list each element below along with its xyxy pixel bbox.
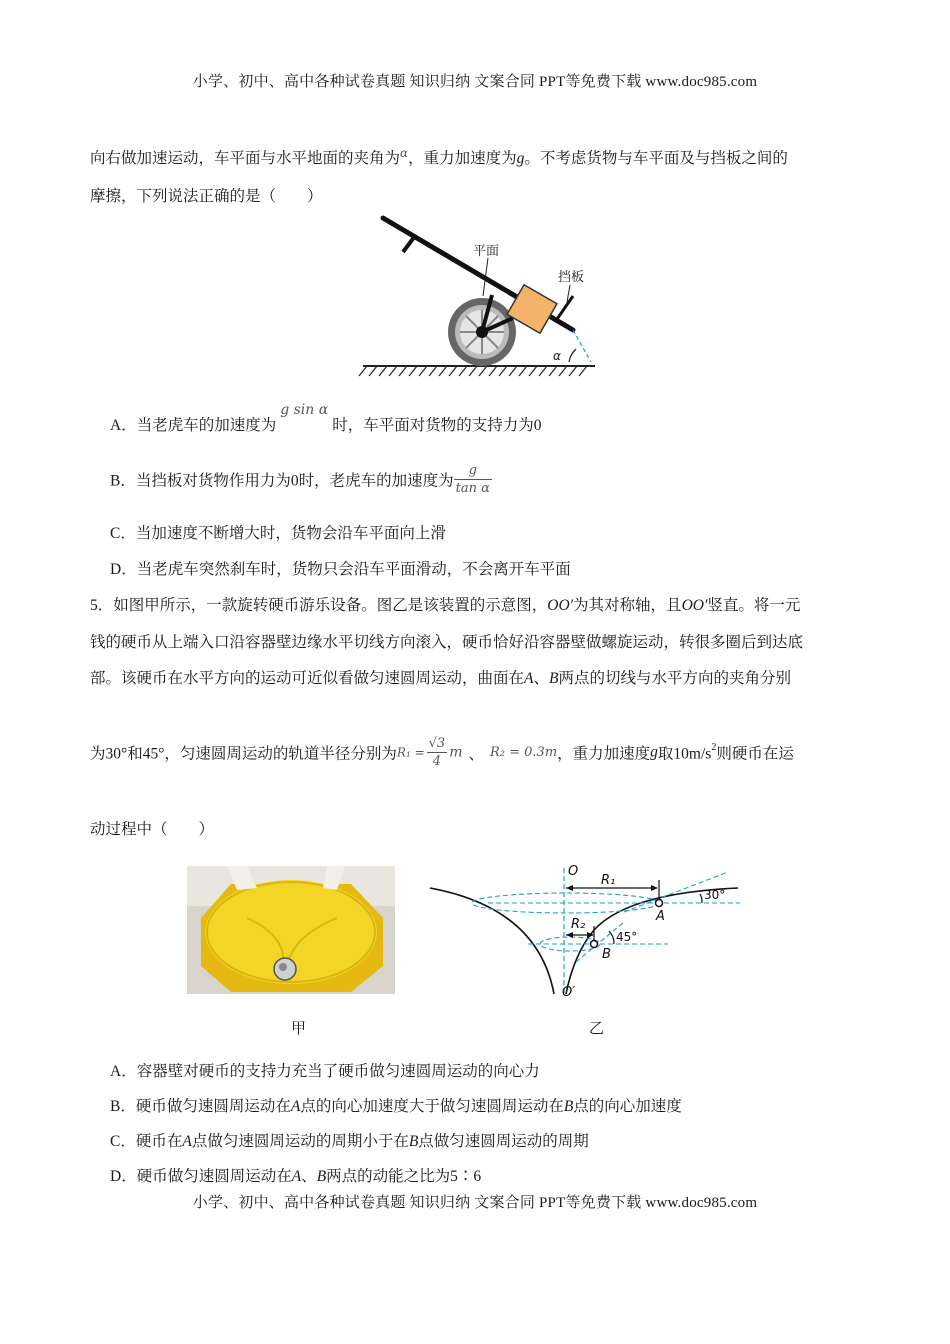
label-a: A xyxy=(656,909,665,924)
q4-text: 向右做加速运动，车平面与水平地面的夹角为 xyxy=(90,150,401,168)
label-baffle: 挡板 xyxy=(558,270,585,285)
q5-text: 为其对称轴，且 xyxy=(573,597,682,614)
math-r2: R₂ = 0.3m xyxy=(489,745,558,760)
q5-text: 5．如图甲所示，一款旋转硬币游乐设备。图乙是该装置的示意图， xyxy=(90,597,548,614)
q4-option-a xyxy=(110,402,542,435)
fraction-g-tan: $\frac{g}{\text{tan α}}$ xyxy=(455,463,490,496)
q5-text: 则硬币在运 xyxy=(716,745,794,763)
q5-line4 xyxy=(90,735,794,770)
axis-oo: OO′ xyxy=(681,597,708,614)
q5-text: ，重力加速度 xyxy=(557,745,651,763)
g-symbol: g xyxy=(516,150,525,168)
q5-option-d: D．硬币做匀速圆周运动在A、B两点的动能之比为5∶6 xyxy=(110,1168,482,1185)
point-b: B xyxy=(549,670,559,687)
label-o: O xyxy=(568,864,579,879)
alpha-symbol: α xyxy=(400,146,409,160)
q5-text: 部。该硬币在水平方向的运动可近似看做匀速圆周运动，曲面在 xyxy=(90,670,525,687)
q4-option-d: D．当老虎车突然刹车时，货物只会沿车平面滑动，不会离开车平面 xyxy=(110,561,571,578)
label-45deg: 45° xyxy=(616,930,638,944)
label-30deg: 30° xyxy=(704,888,726,902)
q5-text: 、 xyxy=(533,670,549,687)
q5-text: 取10m/s xyxy=(657,745,712,763)
hand-truck-figure xyxy=(355,210,605,385)
q5-text: 竖直。将一元 xyxy=(707,597,801,614)
separator: 、 xyxy=(468,745,484,763)
fraction-sqrt3-4: $\frac{√3}{4}$ xyxy=(428,736,446,769)
label-plane: 平面 xyxy=(473,244,500,259)
q4-option-b xyxy=(110,462,492,497)
math-r1: R₁ = xyxy=(396,745,425,760)
q4-line2: 摩擦，下列说法正确的是（ ） xyxy=(90,188,323,205)
label-r1: R₁ xyxy=(601,873,616,888)
caption-yi: 乙 xyxy=(589,1021,605,1037)
math-unit-m: m xyxy=(449,744,463,761)
q5-line3 xyxy=(90,666,791,688)
funnel-schematic xyxy=(428,858,743,1000)
q5-text: 两点的切线与水平方向的夹角分别 xyxy=(558,670,791,687)
math-gsinalpha: g sin α xyxy=(280,402,329,418)
q5-line5: 动过程中（ ） xyxy=(90,821,215,838)
option-text: B．当挡板对货物作用力为0时，老虎车的加速度为 xyxy=(110,472,454,490)
caption-jia: 甲 xyxy=(291,1021,307,1037)
q5-option-c: C．硬币在A点做匀速圆周运动的周期小于在B点做匀速圆周运动的周期 xyxy=(110,1133,589,1150)
q4-option-c: C．当加速度不断增大时，货物会沿车平面向上滑 xyxy=(110,525,446,542)
label-b: B xyxy=(602,947,611,962)
q5-option-b: B．硬币做匀速圆周运动在A点的向心加速度大于做匀速圆周运动在B点的向心加速度 xyxy=(110,1098,682,1115)
q4-line1 xyxy=(90,146,788,168)
q4-text: 。不考虑货物与车平面及与挡板之间的 xyxy=(524,150,788,168)
axis-oo: OO′ xyxy=(547,597,574,614)
label-o-prime: O′ xyxy=(562,985,576,1000)
label-r2: R₂ xyxy=(571,917,586,932)
q5-option-a: A．容器壁对硬币的支持力充当了硬币做匀速圆周运动的向心力 xyxy=(110,1063,540,1080)
q5-line2: 钱的硬币从上端入口沿容器壁边缘水平切线方向滚入，硬币恰好沿容器壁做螺旋运动，转很多圈后到达底 xyxy=(90,634,804,651)
q5-text: 为30°和45°，匀速圆周运动的轨道半径分别为 xyxy=(90,745,397,763)
q5-line1 xyxy=(90,593,800,615)
option-text: 时，车平面对货物的支持力为0 xyxy=(332,417,542,434)
q4-text: ，重力加速度为 xyxy=(408,150,517,168)
g-symbol: g xyxy=(650,743,658,761)
option-text: A．当老虎车的加速度为 xyxy=(110,417,277,434)
angle-label-alpha: α xyxy=(553,349,561,363)
superscript: 2 xyxy=(711,741,717,753)
point-a: A xyxy=(524,670,534,687)
page-header: 小学、初中、高中各种试卷真题 知识归纳 文案合同 PPT等免费下载 www.doc985.com xyxy=(192,74,758,90)
coin-funnel-photo xyxy=(187,866,395,994)
page-footer: 小学、初中、高中各种试卷真题 知识归纳 文案合同 PPT等免费下载 www.doc985.com xyxy=(192,1195,758,1211)
